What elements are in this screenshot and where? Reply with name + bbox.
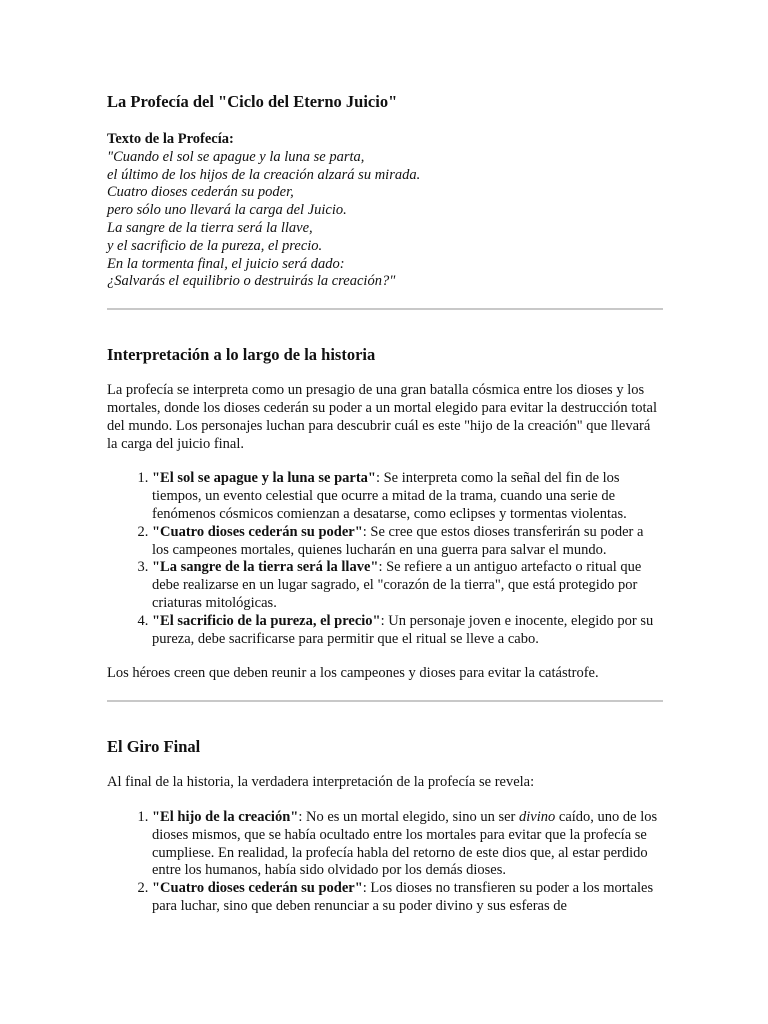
list-item: 3. "La sangre de la tierra será la llave": Se refiere a un antiguo artefacto o ritual que debe realizarse en un lugar sagrado, el "corazón de la tierra", que está protegido por criaturas mitológicas. xyxy=(152,559,663,612)
interpretation-outro: Los héroes creen que deben reunir a los campeones y dioses para evitar la catástrofe. xyxy=(107,665,599,682)
prophecy-line: pero sólo uno llevará la carga del Juicio. xyxy=(107,202,347,219)
prophecy-line: Cuatro dioses cederán su poder, xyxy=(107,184,294,201)
prophecy-label: Texto de la Profecía: xyxy=(107,131,234,147)
prophecy-line: En la tormenta final, el juicio será dado: xyxy=(107,255,345,272)
prophecy-line: el último de los hijos de la creación alzará su mirada. xyxy=(107,166,421,183)
interpretation-intro: La profecía se interpreta como un presagio de una gran batalla cósmica entre los dioses y los mortales, donde los dioses cederán su poder a un mortal elegido para evitar la destrucción total del mundo. Los personajes luchan para descubrir cuál es este "hijo de la creación" que llevará la carga del juicio final. xyxy=(107,382,658,452)
document-page xyxy=(107,0,663,916)
prophecy-line: ¿Salvarás el equilibrio o destruirás la creación?" xyxy=(107,273,396,290)
section-heading-interpretation: Interpretación a lo largo de la historia xyxy=(107,345,376,365)
final-twist-list xyxy=(107,809,663,916)
prophecy-block xyxy=(107,131,663,291)
list-item: 2. "Cuatro dioses cederán su poder": Se cree que estos dioses transferirán su poder a los campeones mortales, quienes lucharán en una guerra para salvar el mundo. xyxy=(152,524,663,560)
section-heading-final-twist: El Giro Final xyxy=(107,737,201,757)
prophecy-line: "Cuando el sol se apague y la luna se parta, xyxy=(107,148,365,165)
prophecy-line: y el sacrificio de la pureza, el precio. xyxy=(107,237,323,254)
section-divider xyxy=(107,308,663,310)
list-item: 1. "El sol se apague y la luna se parta": Se interpreta como la señal del fin de los tiempos, un evento celestial que ocurre a mitad de la trama, cuando una serie de fenómenos cósmicos comienzan a desatarse, como eclipses y tormentas violentas. xyxy=(152,470,663,523)
prophecy-line: La sangre de la tierra será la llave, xyxy=(107,219,313,236)
list-item: 1. "El hijo de la creación": No es un mortal elegido, sino un ser divino caído, uno de los dioses mismos, que se había ocultado entre los mortales para evitar que la profecía se cumpliese. En realidad, la profecía habla del retorno de este dios que, al estar perdido entre los humanos, había sido olvidado por los demás dioses. xyxy=(152,809,663,880)
final-twist-intro: Al final de la historia, la verdadera interpretación de la profecía se revela: xyxy=(107,774,535,791)
list-item: 4. "El sacrificio de la pureza, el precio": Un personaje joven e inocente, elegido por su pureza, debe sacrificarse para permitir que el ritual se lleve a cabo. xyxy=(152,613,663,649)
document-title: La Profecía del "Ciclo del Eterno Juicio" xyxy=(107,92,398,111)
list-item: 2. "Cuatro dioses cederán su poder": Los dioses no transfieren su poder a los mortales para luchar, sino que deben renunciar a su poder divino y sus esferas de xyxy=(152,880,663,916)
section-divider xyxy=(107,700,663,702)
interpretation-list xyxy=(107,470,663,648)
